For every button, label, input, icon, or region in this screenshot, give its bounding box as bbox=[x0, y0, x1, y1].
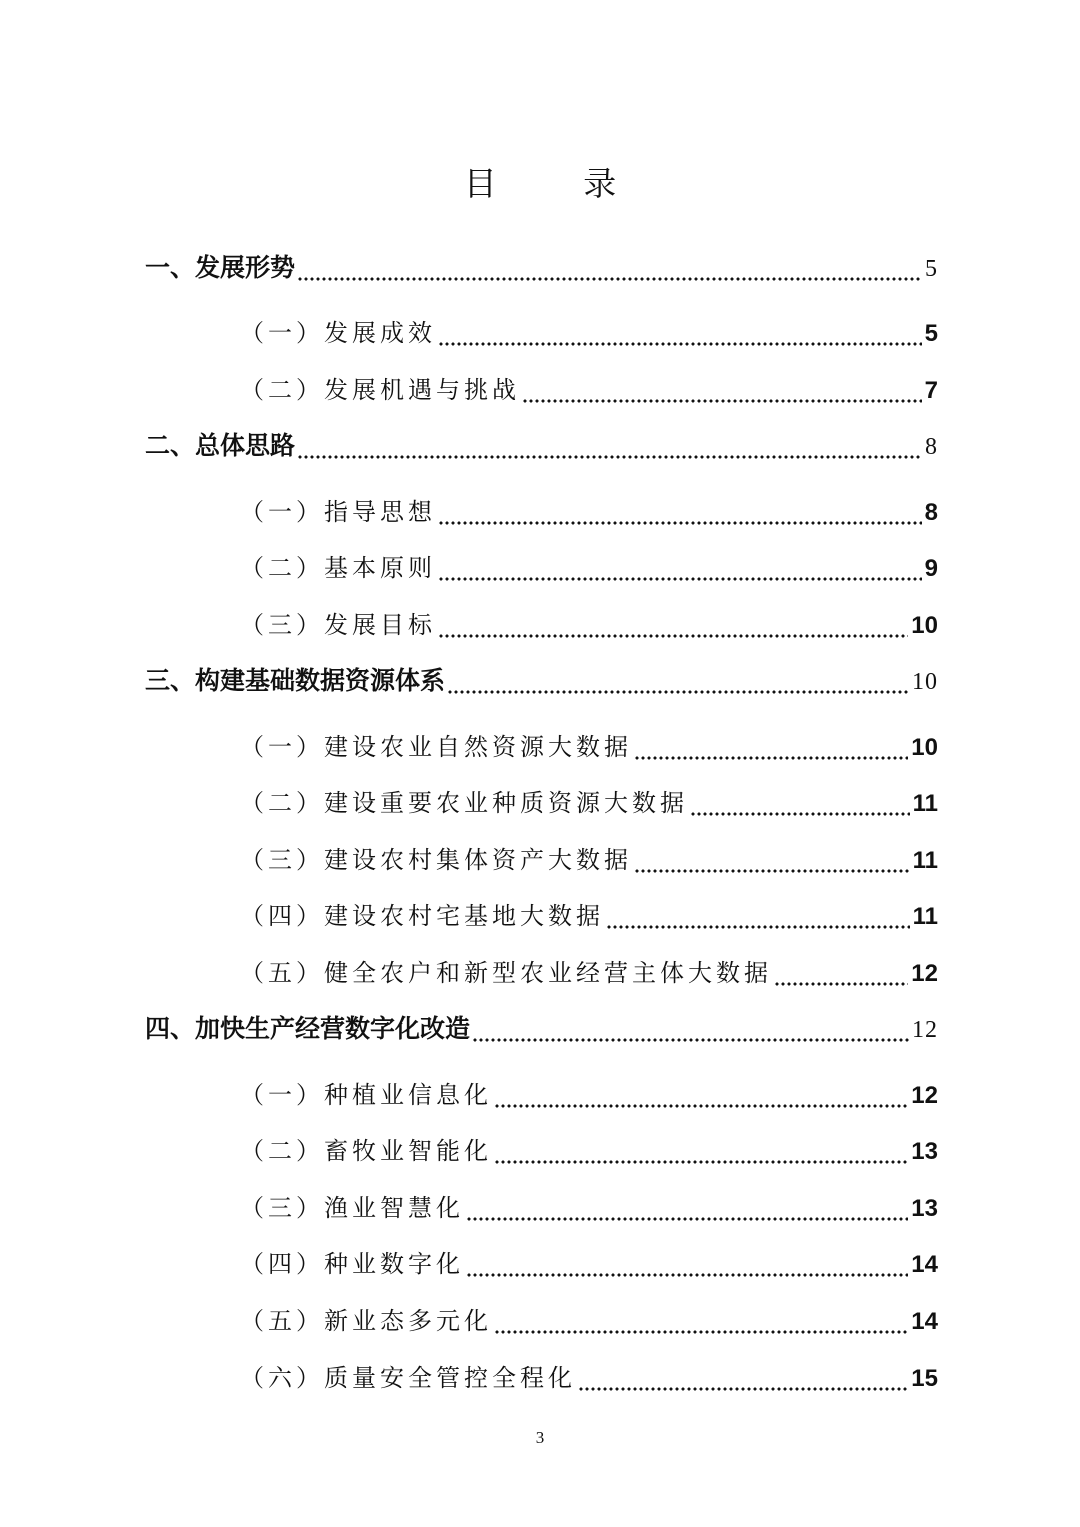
toc-item-label: （四）种业数字化 bbox=[240, 1250, 464, 1278]
dot-leader bbox=[297, 277, 922, 281]
dot-leader bbox=[494, 1330, 908, 1334]
toc-item-page: 13 bbox=[911, 1138, 938, 1165]
toc-item-page: 12 bbox=[911, 1082, 938, 1109]
toc-item-page: 14 bbox=[911, 1251, 938, 1278]
toc-item-label: （二）畜牧业智能化 bbox=[240, 1137, 492, 1165]
toc-item-1-1[interactable] bbox=[240, 311, 938, 355]
dot-leader bbox=[494, 1104, 908, 1108]
dot-leader bbox=[438, 577, 922, 581]
toc-item-label: （四）建设农村宅基地大数据 bbox=[240, 902, 604, 930]
dot-leader bbox=[690, 812, 910, 816]
toc-section-1[interactable] bbox=[145, 246, 938, 290]
toc-item-page: 10 bbox=[911, 734, 938, 761]
toc-item-label: （一）种植业信息化 bbox=[240, 1081, 492, 1109]
toc-item-4-4[interactable] bbox=[240, 1242, 938, 1286]
page-number: 3 bbox=[535, 1428, 545, 1447]
toc-item-label: （三）渔业智慧化 bbox=[240, 1194, 464, 1222]
dot-leader bbox=[606, 925, 910, 929]
toc-item-2-2[interactable] bbox=[240, 546, 938, 590]
toc-item-4-6[interactable] bbox=[240, 1356, 938, 1400]
toc-item-page: 9 bbox=[924, 555, 938, 582]
toc-title: 目 录 bbox=[463, 164, 655, 203]
toc-item-page: 7 bbox=[924, 377, 938, 404]
toc-item-page: 5 bbox=[924, 320, 938, 347]
toc-item-3-5[interactable] bbox=[240, 951, 938, 995]
toc-item-2-3[interactable] bbox=[240, 603, 938, 647]
dot-leader bbox=[438, 634, 908, 638]
toc-item-page: 11 bbox=[912, 847, 938, 874]
toc-section-page: 8 bbox=[925, 434, 938, 460]
toc-item-3-2[interactable] bbox=[240, 781, 938, 825]
toc-item-page: 15 bbox=[911, 1365, 938, 1392]
toc-section-label: 三、构建基础数据资源体系 bbox=[145, 666, 446, 695]
toc-item-4-2[interactable] bbox=[240, 1129, 938, 1173]
dot-leader bbox=[447, 690, 909, 694]
toc-item-page: 11 bbox=[912, 790, 938, 817]
dot-leader bbox=[466, 1217, 908, 1221]
toc-section-page: 5 bbox=[925, 256, 938, 282]
toc-item-label: （二）发展机遇与挑战 bbox=[240, 376, 520, 404]
toc-item-label: （一）建设农业自然资源大数据 bbox=[240, 733, 632, 761]
toc-item-label: （二）基本原则 bbox=[240, 554, 436, 582]
toc-section-4[interactable] bbox=[145, 1007, 938, 1051]
dot-leader bbox=[634, 869, 910, 873]
toc-item-4-5[interactable] bbox=[240, 1299, 938, 1343]
toc-section-page: 10 bbox=[912, 669, 938, 695]
toc-item-label: （二）建设重要农业种质资源大数据 bbox=[240, 789, 688, 817]
toc-item-3-3[interactable] bbox=[240, 838, 938, 882]
dot-leader bbox=[472, 1038, 909, 1042]
toc-item-page: 14 bbox=[911, 1308, 938, 1335]
toc-item-label: （一）发展成效 bbox=[240, 319, 436, 347]
toc-section-page: 12 bbox=[912, 1017, 938, 1043]
toc-section-label: 四、加快生产经营数字化改造 bbox=[145, 1014, 471, 1043]
toc-item-page: 8 bbox=[924, 499, 938, 526]
toc-item-3-1[interactable] bbox=[240, 725, 938, 769]
toc-item-page: 13 bbox=[911, 1195, 938, 1222]
toc-section-3[interactable] bbox=[145, 659, 938, 703]
dot-leader bbox=[774, 982, 908, 986]
toc-item-1-2[interactable] bbox=[240, 368, 938, 412]
toc-item-label: （三）发展目标 bbox=[240, 611, 436, 639]
toc-item-2-1[interactable] bbox=[240, 490, 938, 534]
dot-leader bbox=[438, 521, 922, 525]
toc-item-page: 10 bbox=[911, 612, 938, 639]
toc-section-label: 一、发展形势 bbox=[145, 253, 296, 282]
dot-leader bbox=[578, 1387, 908, 1391]
toc-item-3-4[interactable] bbox=[240, 894, 938, 938]
dot-leader bbox=[494, 1160, 908, 1164]
toc-section-2[interactable] bbox=[145, 424, 938, 468]
dot-leader bbox=[438, 342, 922, 346]
toc-item-4-1[interactable] bbox=[240, 1073, 938, 1117]
toc-item-4-3[interactable] bbox=[240, 1186, 938, 1230]
toc-section-label: 二、总体思路 bbox=[145, 431, 296, 460]
toc-item-page: 11 bbox=[912, 903, 938, 930]
toc-item-page: 12 bbox=[911, 960, 938, 987]
dot-leader bbox=[466, 1273, 908, 1277]
toc-item-label: （一）指导思想 bbox=[240, 498, 436, 526]
toc-item-label: （三）建设农村集体资产大数据 bbox=[240, 846, 632, 874]
dot-leader bbox=[634, 756, 908, 760]
dot-leader bbox=[297, 455, 922, 459]
toc-item-label: （六）质量安全管控全程化 bbox=[240, 1364, 576, 1392]
dot-leader bbox=[522, 399, 922, 403]
toc-item-label: （五）健全农户和新型农业经营主体大数据 bbox=[240, 959, 772, 987]
toc-item-label: （五）新业态多元化 bbox=[240, 1307, 492, 1335]
